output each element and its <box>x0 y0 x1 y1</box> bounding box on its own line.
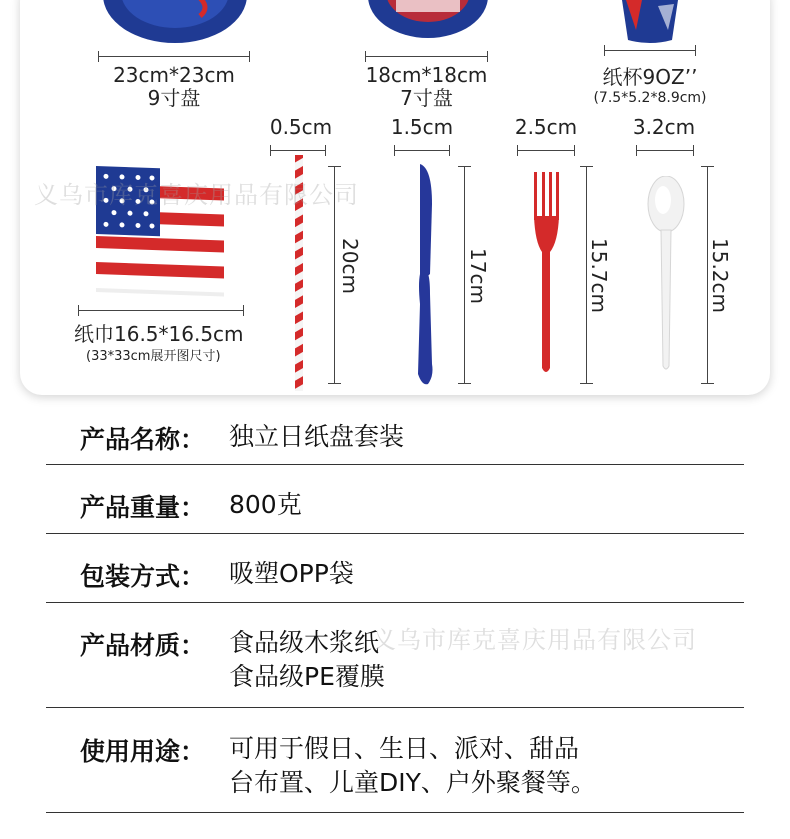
cup-width-line <box>604 50 696 51</box>
spoon-image <box>646 176 686 372</box>
spec-label: 使用用途： <box>80 737 206 766</box>
spec-value: 食品级木浆纸 食品级PE覆膜 <box>229 628 385 691</box>
spec-value: 800克 <box>229 490 302 519</box>
napkin-note: (33*33cm展开图尺寸) <box>86 349 221 364</box>
large-plate-size: 23cm*23cm <box>113 63 235 87</box>
small-plate-width-line <box>365 56 488 57</box>
knife-image <box>412 164 438 386</box>
spec-row-usage <box>46 732 744 813</box>
spoon-width: 3.2cm <box>632 115 696 139</box>
napkin-width-line <box>78 310 244 311</box>
large-plate-image <box>100 0 250 46</box>
small-plate-size: 18cm*18cm <box>365 63 488 87</box>
large-plate-width-line <box>98 56 250 57</box>
napkin-name: 纸巾16.5*16.5cm <box>74 322 244 346</box>
spec-row-packaging <box>46 557 744 603</box>
knife-width-line <box>394 150 450 151</box>
straw-width-line <box>270 150 326 151</box>
knife-width: 1.5cm <box>390 115 454 139</box>
cup-name: 纸杯9OZ’’ <box>602 65 698 89</box>
spec-row-weight <box>46 488 744 534</box>
fork-width: 2.5cm <box>514 115 578 139</box>
watermark-top: 义乌市库克喜庆用品有限公司 <box>34 181 359 209</box>
spoon-width-line <box>636 150 694 151</box>
knife-length-line <box>464 166 465 384</box>
spec-row-name <box>46 420 744 465</box>
spec-label: 产品名称： <box>80 425 206 454</box>
cup-image <box>622 0 678 44</box>
small-plate-image <box>368 0 488 40</box>
small-plate-name: 7寸盘 <box>400 86 453 110</box>
spoon-length: 15.2cm <box>708 238 732 314</box>
fork-image <box>532 172 562 378</box>
spec-label: 产品材质： <box>80 631 206 660</box>
cup-dims: (7.5*5.2*8.9cm) <box>593 90 707 106</box>
spec-value: 吸塑OPP袋 <box>229 559 354 588</box>
fork-length: 15.7cm <box>587 238 611 314</box>
fork-width-line <box>517 150 575 151</box>
straw-width: 0.5cm <box>269 115 333 139</box>
watermark-bottom: 义乌市库克喜庆用品有限公司 <box>372 626 697 654</box>
spec-value: 可用于假日、生日、派对、甜品 台布置、儿童DIY、户外聚餐等。 <box>229 734 596 797</box>
spec-row-material <box>46 626 744 708</box>
straw-length: 20cm <box>338 238 362 294</box>
spec-label: 产品重量： <box>80 493 206 522</box>
spec-label: 包装方式： <box>80 562 206 591</box>
knife-length: 17cm <box>466 248 490 304</box>
spec-value: 独立日纸盘套装 <box>229 422 405 451</box>
large-plate-name: 9寸盘 <box>147 86 201 110</box>
